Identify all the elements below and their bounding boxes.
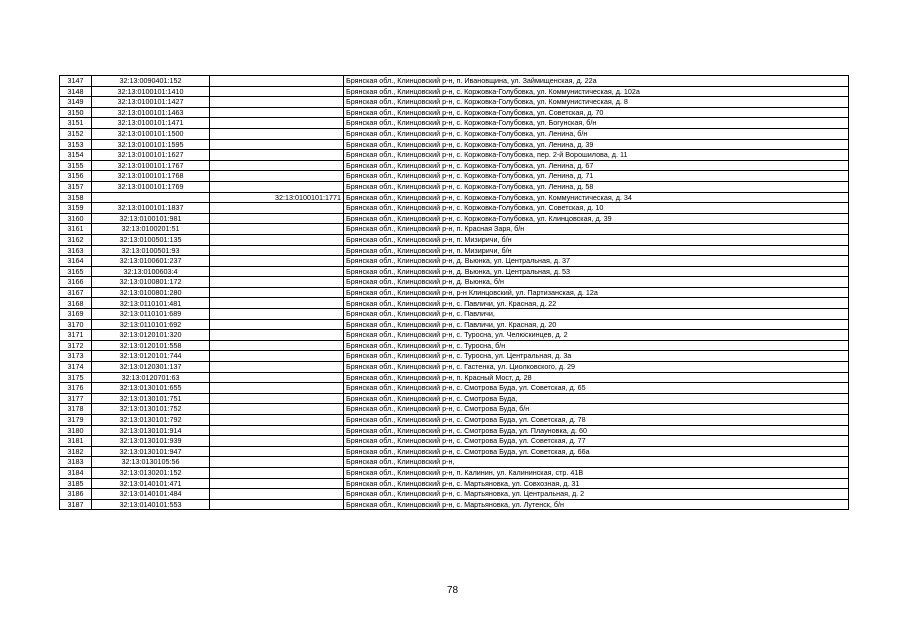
table-row — [60, 298, 849, 309]
row-number-cell: 3174 — [60, 362, 92, 373]
row-number-cell: 3167 — [60, 287, 92, 298]
table-row — [60, 499, 849, 510]
row-number-cell: 3162 — [60, 234, 92, 245]
cadastral-number-alt-cell — [210, 309, 344, 320]
table-row — [60, 97, 849, 108]
row-number-cell: 3184 — [60, 467, 92, 478]
cadastral-number-alt-cell — [210, 415, 344, 426]
address-cell: Брянская обл., Клинцовский р-н, с. Коржовка-Голубовка, ул. Клинцовская, д. 39 — [344, 213, 849, 224]
address-cell: Брянская обл., Клинцовский р-н, с. Коржовка-Голубовка, ул. Коммунистическая, д. 8 — [344, 97, 849, 108]
cadastral-number-alt-cell: 32:13:0100101:1771 — [210, 192, 344, 203]
row-number-cell: 3183 — [60, 457, 92, 468]
cadastral-number-cell: 32:13:0100101:1595 — [92, 139, 210, 150]
cadastral-number-alt-cell — [210, 86, 344, 97]
table-row — [60, 181, 849, 192]
cadastral-number-alt-cell — [210, 256, 344, 267]
table-row — [60, 372, 849, 383]
cadastral-number-alt-cell — [210, 404, 344, 415]
cadastral-number-alt-cell — [210, 298, 344, 309]
table-row — [60, 86, 849, 97]
address-cell: Брянская обл., Клинцовский р-н, д. Вьюнка, б/н — [344, 277, 849, 288]
address-cell: Брянская обл., Клинцовский р-н, с. Туросна, ул. Центральная, д. 3а — [344, 351, 849, 362]
address-cell: Брянская обл., Клинцовский р-н, п. Красный Мост, д. 28 — [344, 372, 849, 383]
row-number-cell: 3186 — [60, 489, 92, 500]
cadastral-number-cell: 32:13:0100101:1837 — [92, 203, 210, 214]
row-number-cell: 3177 — [60, 393, 92, 404]
cadastral-number-cell: 32:13:0100101:1768 — [92, 171, 210, 182]
cadastral-number-alt-cell — [210, 107, 344, 118]
address-cell: Брянская обл., Клинцовский р-н, с. Смотрова Буда, — [344, 393, 849, 404]
table-row — [60, 425, 849, 436]
row-number-cell: 3161 — [60, 224, 92, 235]
address-cell: Брянская обл., Клинцовский р-н, с. Павличи, — [344, 309, 849, 320]
row-number-cell: 3171 — [60, 330, 92, 341]
cadastral-number-cell: 32:13:0120101:320 — [92, 330, 210, 341]
row-number-cell: 3150 — [60, 107, 92, 118]
cadastral-number-alt-cell — [210, 213, 344, 224]
table-row — [60, 404, 849, 415]
cadastral-number-alt-cell — [210, 181, 344, 192]
row-number-cell: 3182 — [60, 446, 92, 457]
cadastral-number-alt-cell — [210, 351, 344, 362]
address-cell: Брянская обл., Клинцовский р-н, с. Смотрова Буда, ул. Советская, д. 66а — [344, 446, 849, 457]
cadastral-number-alt-cell — [210, 372, 344, 383]
address-cell: Брянская обл., Клинцовский р-н, с. Мартьяновка, ул. Лутенск, б/н — [344, 499, 849, 510]
address-cell: Брянская обл., Клинцовский р-н, с. Коржовка-Голубовка, ул. Ленина, д. 39 — [344, 139, 849, 150]
address-cell: Брянская обл., Клинцовский р-н, с. Коржовка-Голубовка, ул. Богунская, б/н — [344, 118, 849, 129]
cadastral-number-alt-cell — [210, 436, 344, 447]
cadastral-number-cell: 32:13:0130101:914 — [92, 425, 210, 436]
cadastral-number-cell: 32:13:0140101:484 — [92, 489, 210, 500]
row-number-cell: 3159 — [60, 203, 92, 214]
row-number-cell: 3169 — [60, 309, 92, 320]
table-row — [60, 330, 849, 341]
cadastral-number-cell: 32:13:0130101:751 — [92, 393, 210, 404]
address-cell: Брянская обл., Клинцовский р-н, с. Коржовка-Голубовка, пер. 2-й Ворошилова, д. 11 — [344, 150, 849, 161]
cadastral-number-cell: 32:13:0100801:172 — [92, 277, 210, 288]
row-number-cell: 3156 — [60, 171, 92, 182]
cadastral-number-alt-cell — [210, 489, 344, 500]
address-cell: Брянская обл., Клинцовский р-н, с. Коржовка-Голубовка, ул. Ленина, д. 58 — [344, 181, 849, 192]
cadastral-number-alt-cell — [210, 362, 344, 373]
table-row — [60, 383, 849, 394]
cadastral-number-cell: 32:13:0110101:692 — [92, 319, 210, 330]
address-cell: Брянская обл., Клинцовский р-н, с. Мартьяновка, ул. Совхозная, д. 31 — [344, 478, 849, 489]
cadastral-number-alt-cell — [210, 277, 344, 288]
cadastral-number-cell: 32:13:0140101:553 — [92, 499, 210, 510]
cadastral-number-cell: 32:13:0090401:152 — [92, 76, 210, 87]
cadastral-number-cell: 32:13:0120701:63 — [92, 372, 210, 383]
table-row — [60, 203, 849, 214]
cadastral-number-alt-cell — [210, 97, 344, 108]
cadastral-number-alt-cell — [210, 245, 344, 256]
row-number-cell: 3154 — [60, 150, 92, 161]
address-cell: Брянская обл., Клинцовский р-н, с. Мартьяновка, ул. Центральная, д. 2 — [344, 489, 849, 500]
address-cell: Брянская обл., Клинцовский р-н, с. Туросна, б/н — [344, 340, 849, 351]
cadastral-number-cell: 32:13:0130101:792 — [92, 415, 210, 426]
cadastral-number-alt-cell — [210, 340, 344, 351]
address-cell: Брянская обл., Клинцовский р-н, с. Смотрова Буда, б/н — [344, 404, 849, 415]
row-number-cell: 3157 — [60, 181, 92, 192]
cadastral-number-alt-cell — [210, 319, 344, 330]
table-row — [60, 415, 849, 426]
address-cell: Брянская обл., Клинцовский р-н, с. Коржовка-Голубовка, ул. Коммунистическая, д. 102а — [344, 86, 849, 97]
cadastral-number-cell: 32:13:0120301:137 — [92, 362, 210, 373]
cadastral-number-alt-cell — [210, 383, 344, 394]
table-row — [60, 351, 849, 362]
table-row — [60, 436, 849, 447]
row-number-cell: 3160 — [60, 213, 92, 224]
table-row — [60, 256, 849, 267]
row-number-cell: 3153 — [60, 139, 92, 150]
address-cell: Брянская обл., Клинцовский р-н, с. Коржовка-Голубовка, ул. Ленина, б/н — [344, 128, 849, 139]
address-cell: Брянская обл., Клинцовский р-н, с. Смотрова Буда, ул. Советская, д. 78 — [344, 415, 849, 426]
row-number-cell: 3155 — [60, 160, 92, 171]
cadastral-number-cell: 32:13:0100501:135 — [92, 234, 210, 245]
cadastral-number-cell: 32:13:0100201:51 — [92, 224, 210, 235]
property-registry-table — [59, 75, 849, 510]
cadastral-number-cell: 32:13:0130105:56 — [92, 457, 210, 468]
address-cell: Брянская обл., Клинцовский р-н, с. Коржовка-Голубовка, ул. Советская, д. 10 — [344, 203, 849, 214]
cadastral-number-cell — [92, 192, 210, 203]
cadastral-number-cell: 32:13:0100101:1410 — [92, 86, 210, 97]
cadastral-number-alt-cell — [210, 499, 344, 510]
cadastral-number-alt-cell — [210, 478, 344, 489]
row-number-cell: 3178 — [60, 404, 92, 415]
address-cell: Брянская обл., Клинцовский р-н, п. Красная Заря, б/н — [344, 224, 849, 235]
address-cell: Брянская обл., Клинцовский р-н, п. Мизиричи, б/н — [344, 234, 849, 245]
table-row — [60, 160, 849, 171]
table-row — [60, 171, 849, 182]
row-number-cell: 3164 — [60, 256, 92, 267]
cadastral-number-alt-cell — [210, 393, 344, 404]
cadastral-number-alt-cell — [210, 446, 344, 457]
cadastral-number-alt-cell — [210, 203, 344, 214]
table-row — [60, 467, 849, 478]
cadastral-number-alt-cell — [210, 425, 344, 436]
row-number-cell: 3163 — [60, 245, 92, 256]
table-row — [60, 245, 849, 256]
cadastral-number-cell: 32:13:0100601:237 — [92, 256, 210, 267]
cadastral-number-alt-cell — [210, 224, 344, 235]
cadastral-number-cell: 32:13:0100603:4 — [92, 266, 210, 277]
cadastral-number-cell: 32:13:0130101:947 — [92, 446, 210, 457]
table-row — [60, 266, 849, 277]
cadastral-number-cell: 32:13:0130101:752 — [92, 404, 210, 415]
row-number-cell: 3148 — [60, 86, 92, 97]
table-row — [60, 457, 849, 468]
row-number-cell: 3170 — [60, 319, 92, 330]
row-number-cell: 3173 — [60, 351, 92, 362]
row-number-cell: 3158 — [60, 192, 92, 203]
table-row — [60, 213, 849, 224]
cadastral-number-alt-cell — [210, 266, 344, 277]
address-cell: Брянская обл., Клинцовский р-н, с. Гастенка, ул. Циолковского, д. 29 — [344, 362, 849, 373]
cadastral-number-cell: 32:13:0120101:744 — [92, 351, 210, 362]
cadastral-number-alt-cell — [210, 287, 344, 298]
table-row — [60, 287, 849, 298]
table-row — [60, 234, 849, 245]
address-cell: Брянская обл., Клинцовский р-н, с. Смотрова Буда, ул. Плауновка, д. 60 — [344, 425, 849, 436]
page-number: 78 — [446, 585, 459, 596]
cadastral-number-cell: 32:13:0110101:481 — [92, 298, 210, 309]
row-number-cell: 3176 — [60, 383, 92, 394]
row-number-cell: 3175 — [60, 372, 92, 383]
row-number-cell: 3185 — [60, 478, 92, 489]
table-row — [60, 489, 849, 500]
row-number-cell: 3187 — [60, 499, 92, 510]
cadastral-number-alt-cell — [210, 139, 344, 150]
address-cell: Брянская обл., Клинцовский р-н, с. Смотрова Буда, ул. Советская, д. 77 — [344, 436, 849, 447]
cadastral-number-alt-cell — [210, 160, 344, 171]
address-cell: Брянская обл., Клинцовский р-н, с. Павличи, ул. Красная, д. 20 — [344, 319, 849, 330]
address-cell: Брянская обл., Клинцовский р-н, п. Мизиричи, б/н — [344, 245, 849, 256]
cadastral-number-alt-cell — [210, 76, 344, 87]
table-row — [60, 150, 849, 161]
table-row — [60, 446, 849, 457]
row-number-cell: 3149 — [60, 97, 92, 108]
table-row — [60, 362, 849, 373]
cadastral-number-alt-cell — [210, 171, 344, 182]
table-row — [60, 139, 849, 150]
cadastral-number-cell: 32:13:0140101:471 — [92, 478, 210, 489]
cadastral-number-cell: 32:13:0120101:558 — [92, 340, 210, 351]
table-row — [60, 76, 849, 87]
cadastral-number-alt-cell — [210, 330, 344, 341]
table-row — [60, 128, 849, 139]
table-row — [60, 107, 849, 118]
table-row — [60, 340, 849, 351]
cadastral-number-cell: 32:13:0100101:1471 — [92, 118, 210, 129]
address-cell: Брянская обл., Клинцовский р-н, п. Ивановщина, ул. Займищенская, д. 22а — [344, 76, 849, 87]
table-row — [60, 309, 849, 320]
row-number-cell: 3166 — [60, 277, 92, 288]
address-cell: Брянская обл., Клинцовский р-н, р-н Клинцовский, ул. Партизанская, д. 12а — [344, 287, 849, 298]
address-cell: Брянская обл., Клинцовский р-н, д. Вьюнка, ул. Центральная, д. 37 — [344, 256, 849, 267]
cadastral-number-cell: 32:13:0130201:152 — [92, 467, 210, 478]
table-row — [60, 224, 849, 235]
cadastral-number-cell: 32:13:0100101:981 — [92, 213, 210, 224]
cadastral-number-alt-cell — [210, 457, 344, 468]
address-cell: Брянская обл., Клинцовский р-н, д. Вьюнка, ул. Центральная, д. 53 — [344, 266, 849, 277]
table-row — [60, 393, 849, 404]
row-number-cell: 3151 — [60, 118, 92, 129]
cadastral-number-cell: 32:13:0100501:93 — [92, 245, 210, 256]
address-cell: Брянская обл., Клинцовский р-н, — [344, 457, 849, 468]
address-cell: Брянская обл., Клинцовский р-н, с. Смотрова Буда, ул. Советская, д. 65 — [344, 383, 849, 394]
row-number-cell: 3180 — [60, 425, 92, 436]
cadastral-number-cell: 32:13:0100101:1463 — [92, 107, 210, 118]
cadastral-number-cell: 32:13:0100801:280 — [92, 287, 210, 298]
row-number-cell: 3181 — [60, 436, 92, 447]
table-row — [60, 319, 849, 330]
cadastral-number-alt-cell — [210, 150, 344, 161]
address-cell: Брянская обл., Клинцовский р-н, с. Павличи, ул. Красная, д. 22 — [344, 298, 849, 309]
table-row — [60, 478, 849, 489]
table-row — [60, 277, 849, 288]
row-number-cell: 3147 — [60, 76, 92, 87]
address-cell: Брянская обл., Клинцовский р-н, с. Туросна, ул. Челюскинцев, д. 2 — [344, 330, 849, 341]
row-number-cell: 3152 — [60, 128, 92, 139]
cadastral-number-cell: 32:13:0100101:1767 — [92, 160, 210, 171]
address-cell: Брянская обл., Клинцовский р-н, с. Коржовка-Голубовка, ул. Ленина, д. 71 — [344, 171, 849, 182]
cadastral-number-alt-cell — [210, 234, 344, 245]
cadastral-number-cell: 32:13:0130101:939 — [92, 436, 210, 447]
row-number-cell: 3165 — [60, 266, 92, 277]
address-cell: Брянская обл., Клинцовский р-н, с. Коржовка-Голубовка, ул. Ленина, д. 67 — [344, 160, 849, 171]
cadastral-number-cell: 32:13:0100101:1500 — [92, 128, 210, 139]
address-cell: Брянская обл., Клинцовский р-н, п. Калинин, ул. Калининская, стр. 41В — [344, 467, 849, 478]
address-cell: Брянская обл., Клинцовский р-н, с. Коржовка-Голубовка, ул. Советская, д. 70 — [344, 107, 849, 118]
cadastral-number-cell: 32:13:0100101:1769 — [92, 181, 210, 192]
row-number-cell: 3168 — [60, 298, 92, 309]
table-row — [60, 192, 849, 203]
cadastral-number-alt-cell — [210, 128, 344, 139]
row-number-cell: 3179 — [60, 415, 92, 426]
cadastral-number-cell: 32:13:0100101:1627 — [92, 150, 210, 161]
cadastral-number-cell: 32:13:0130101:655 — [92, 383, 210, 394]
table-row — [60, 118, 849, 129]
cadastral-number-alt-cell — [210, 118, 344, 129]
cadastral-number-cell: 32:13:0100101:1427 — [92, 97, 210, 108]
row-number-cell: 3172 — [60, 340, 92, 351]
table-body — [60, 76, 849, 510]
cadastral-number-alt-cell — [210, 467, 344, 478]
cadastral-number-cell: 32:13:0110101:689 — [92, 309, 210, 320]
address-cell: Брянская обл., Клинцовский р-н, с. Коржовка-Голубовка, ул. Коммунистическая, д. 34 — [344, 192, 849, 203]
